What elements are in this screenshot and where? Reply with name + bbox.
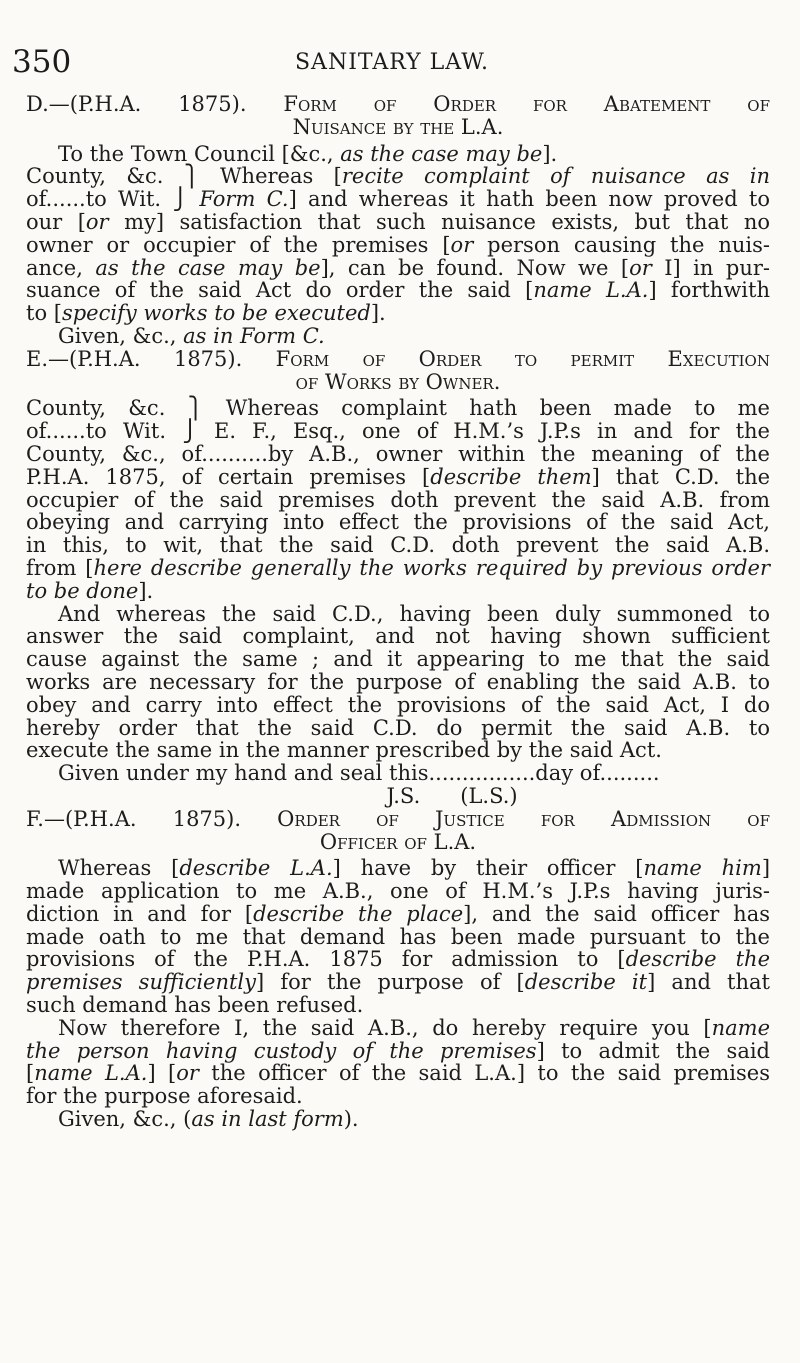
text-line: made application to me A.B., one of H.M.’s J.P.s having juris- — [26, 879, 770, 904]
page-header — [12, 44, 772, 84]
text-line: P.H.A. 1875, of certain premises [describe them] that C.D. the — [26, 464, 771, 489]
text-line: obeying and carrying into effect the provisions of the said Act, — [26, 510, 770, 535]
text-line: of......to Wit. ⎭ Form C.] and whereas it hath been now proved to — [26, 187, 771, 212]
text-line: the person having custody of the premises] to admit the said — [26, 1038, 771, 1063]
text-line: hereby order that the said C.D. do permit the said A.B. to — [26, 715, 770, 740]
text-line: J.S. (L.S.) — [26, 783, 518, 808]
text-line: Given under my hand and seal this................day of......... — [58, 761, 660, 786]
text-line: cause against the same ; and it appearing to me that the said — [26, 647, 770, 672]
text-line: County, &c. ⎫ Whereas complaint hath been made to me — [26, 396, 770, 421]
text-line: provisions of the P.H.A. 1875 for admission to [describe the — [26, 947, 770, 972]
text-line: F.—(P.H.A. 1875). Order of Justice for Admission of — [26, 806, 770, 831]
text-line: Whereas [describe L.A.] have by their officer [name him] — [58, 856, 771, 881]
text-line: works are necessary for the purpose of enabling the said A.B. to — [26, 669, 770, 694]
text-line: Now therefore I, the said A.B., do hereby require you [name — [58, 1015, 770, 1040]
text-line: And whereas the said C.D., having been duly summoned to — [58, 601, 770, 626]
text-line: of Works by Owner. — [295, 369, 501, 394]
text-line: such demand has been refused. — [26, 993, 364, 1018]
text-line: suance of the said Act do order the said [name L.A.] forthwith — [26, 278, 770, 303]
text-line: occupier of the said premises doth prevent the said A.B. from — [26, 487, 770, 512]
text-line: Given, &c., as in Form C. — [58, 323, 325, 348]
text-line: Nuisance by the L.A. — [292, 114, 504, 139]
page-body — [26, 93, 770, 1131]
text-line: from [here describe generally the works required by previous order — [26, 555, 770, 580]
text-line: our [or my] satisfaction that such nuisance exists, but that no — [26, 209, 770, 234]
page-number: 350 — [12, 44, 72, 80]
text-line: owner or occupier of the premises [or person causing the nuis- — [26, 232, 770, 257]
text-line: execute the same in the manner prescribed by the said Act. — [26, 738, 662, 763]
text-line: premises sufficiently] for the purpose of [describe it] and that — [26, 970, 770, 995]
text-line: to be done]. — [26, 578, 154, 603]
text-line: County, &c. ⎫ Whereas [recite complaint of nuisance as in — [26, 164, 770, 189]
running-head: SANITARY LAW. — [294, 50, 490, 75]
text-line: County, &c., of..........by A.B., owner within the meaning of the — [26, 441, 770, 466]
text-line: ance, as the case may be], can be found. Now we [or I] in pur- — [26, 255, 770, 280]
text-line: [name L.A.] [or the officer of the said L.A.] to the said premises — [26, 1061, 770, 1086]
text-line: for the purpose aforesaid. — [26, 1084, 303, 1109]
text-line: diction in and for [describe the place], and the said officer has — [26, 901, 770, 926]
text-line: D.—(P.H.A. 1875). Form of Order for Abatement of — [26, 92, 770, 116]
text-line: answer the said complaint, and not having shown sufficient — [26, 624, 770, 649]
text-line: in this, to wit, that the said C.D. doth prevent the said A.B. — [26, 533, 770, 558]
text-line: E.—(P.H.A. 1875). Form of Order to permit Execution — [26, 346, 770, 371]
text-line: Officer of L.A. — [319, 829, 477, 854]
text-line: made oath to me that demand has been made pursuant to the — [26, 924, 770, 949]
text-line: To the Town Council [&c., as the case may be]. — [58, 141, 558, 166]
text-line: of......to Wit. ⎭ E. F., Esq., one of H.M.’s J.P.s in and for the — [26, 419, 770, 444]
text-line: Given, &c., (as in last form). — [58, 1107, 359, 1132]
text-line: to [specify works to be executed]. — [26, 301, 386, 326]
text-line: obey and carry into effect the provisions of the said Act, I do — [26, 692, 770, 717]
